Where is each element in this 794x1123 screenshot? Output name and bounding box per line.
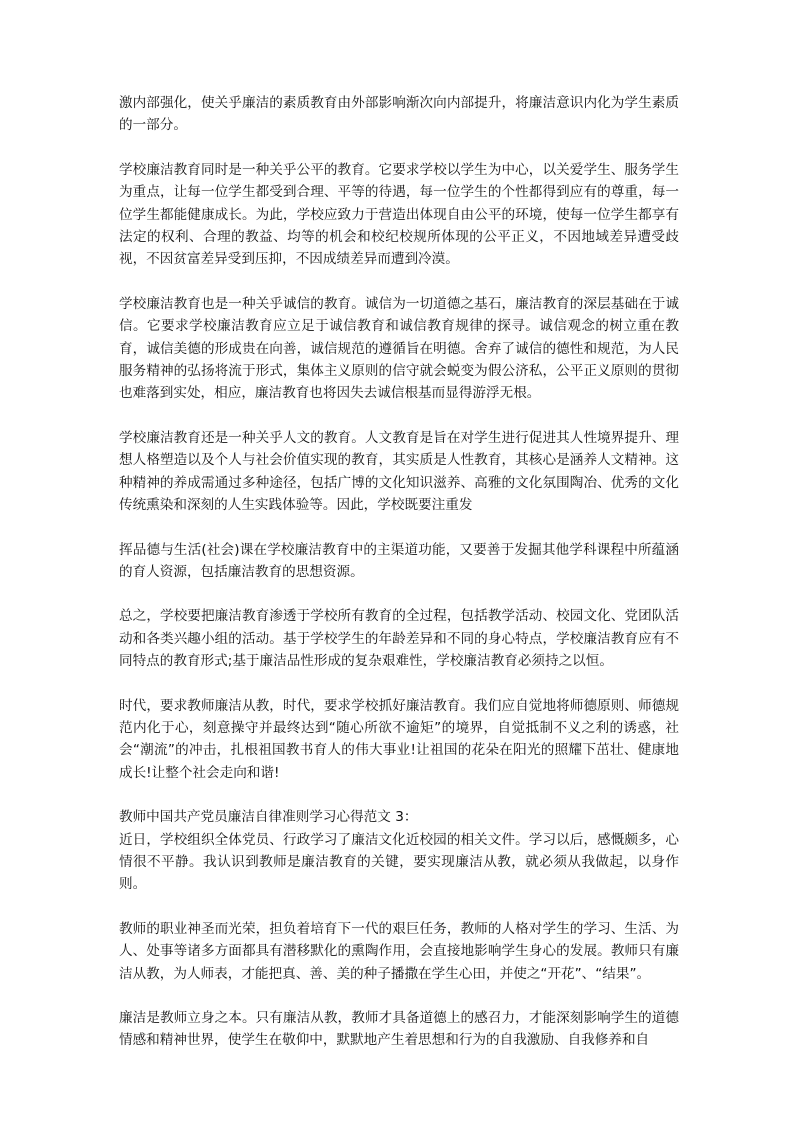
paragraph: 学校廉洁教育还是一种关乎人文的教育。人文教育是旨在对学生进行促进其人性境界提升、理想人格塑造以及个人与社会价值实现的教育，其实质是人性教育，其核心是涵养人文精神。这种精神的养成需通过多种途径，包括广博的文化知识滋养、高雅的文化氛围陶冶、优秀的文化传统熏染和深刻的人生实践体验等。因此，学校既要注重发 bbox=[119, 429, 679, 514]
section-title: 教师中国共产党员廉洁自律准则学习心得范文 3： bbox=[119, 809, 418, 826]
paragraph: 学校廉洁教育同时是一种关乎公平的教育。它要求学校以学生为中心，以关爱学生、服务学生为重点，让每一位学生都受到合理、平等的待遇，每一位学生的个性都得到应有的尊重，每一位学生都能健康成长。为此，学校应致力于营造出体现自由公平的环境，使每一位学生都享有法定的权利、合理的教益、均等的机会和校纪校规所体现的公平正义，不因地域差异遭受歧视，不因贫富差异受到压抑，不因成绩差异而遭到冷漠。 bbox=[119, 161, 679, 268]
document-body bbox=[119, 92, 679, 1074]
paragraph: 学校廉洁教育也是一种关乎诚信的教育。诚信为一切道德之基石，廉洁教育的深层基础在于诚信。它要求学校廉洁教育应立足于诚信教育和诚信教育规律的探寻。诚信观念的树立重在教育，诚信美德的形成贵在向善，诚信规范的遵循旨在明德。舍弃了诚信的德性和规范，为人民服务精神的弘扬将流于形式，集体主义原则的信守就会蜕变为假公济私，公平正义原则的贯彻也难落到实处，相应，廉洁教育也将因失去诚信根基而显得游浮无根。 bbox=[119, 295, 679, 402]
paragraph: 总之，学校要把廉洁教育渗透于学校所有教育的全过程，包括教学活动、校园文化、党团队活动和各类兴趣小组的活动。基于学校学生的年龄差异和不同的身心特点，学校廉洁教育应有不同特点的教育形式;基于廉洁品性形成的复杂艰难性，学校廉洁教育必须持之以恒。 bbox=[119, 608, 679, 670]
paragraph: 挥品德与生活(社会)课在学校廉洁教育中的主渠道功能，又要善于发掘其他学科课程中所蕴涵的育人资源，包括廉洁教育的思想资源。 bbox=[119, 541, 679, 580]
paragraph: 廉洁是教师立身之本。只有廉洁从教，教师才具备道德上的感召力，才能深刻影响学生的道德情感和精神世界，使学生在敬仰中，默默地产生着思想和行为的自我激励、自我修养和自 bbox=[119, 1010, 679, 1049]
paragraph: 教师的职业神圣而光荣，担负着培育下一代的艰巨任务，教师的人格对学生的学习、生活、为人、处事等诸多方面都具有潜移默化的熏陶作用，会直接地影响学生身心的发展。教师只有廉洁从教，为人师表，才能把真、善、美的种子播撒在学生心田，并使之“开花”、“结果”。 bbox=[119, 920, 679, 982]
paragraph: 激内部强化，使关乎廉洁的素质教育由外部影响渐次向内部提升，将廉洁意识内化为学生素质的一部分。 bbox=[119, 95, 679, 134]
section-intro: 近日，学校组织全体党员、行政学习了廉洁文化近校园的相关文件。学习以后，感慨颇多，心情很不平静。我认识到教师是廉洁教育的关键，要实现廉洁从教，就必须从我做起，以身作则。 bbox=[119, 831, 679, 893]
section-block bbox=[119, 806, 679, 896]
paragraph: 时代，要求教师廉洁从教，时代，要求学校抓好廉洁教育。我们应自觉地将师德原则、师德规范内化于心，刻意操守并最终达到“随心所欲不逾矩”的境界，自觉抵制不义之利的诱惑，社会“潮流”的冲击，扎根祖国教书育人的伟大事业!让祖国的花朵在阳光的照耀下茁壮、健康地成长!让整个社会走向和谐! bbox=[119, 697, 679, 781]
